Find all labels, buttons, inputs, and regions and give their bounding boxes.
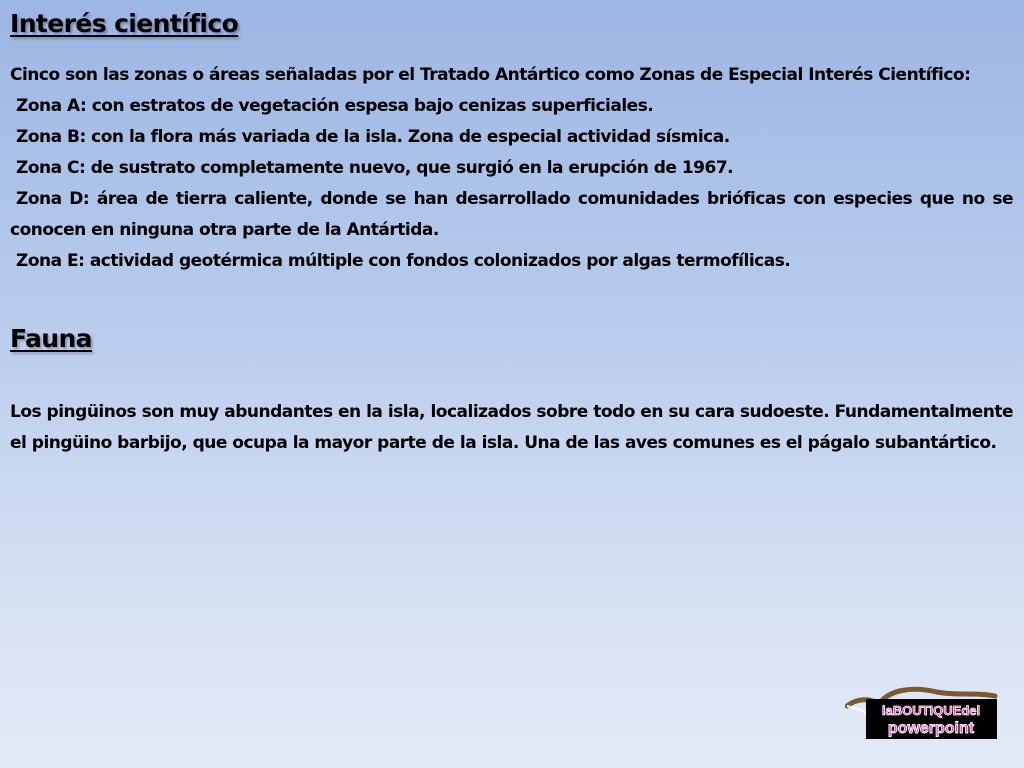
zona-d: Zona D: área de tierra caliente, donde se han desarrollado comunidades brióficas con especies que no se conocen en ninguna otra parte de la Antártida. xyxy=(10,189,1013,240)
zona-c: Zona C: de sustrato completamente nuevo, que surgió en la erupción de 1967. xyxy=(16,158,734,178)
zona-b: Zona B: con la flora más variada de la isla. Zona de especial actividad sísmica. xyxy=(16,127,730,147)
boutique-powerpoint-logo xyxy=(845,682,999,740)
zona-a: Zona A: con estratos de vegetación espesa bajo cenizas superficiales. xyxy=(16,96,654,116)
fauna-body xyxy=(10,397,1013,459)
section-title-interes: Interés científico xyxy=(10,9,239,38)
section-title-fauna: Fauna xyxy=(10,324,92,353)
interes-intro: Cinco son las zonas o áreas señaladas por el Tratado Antártico como Zonas de Especial Interés Científico: xyxy=(10,65,971,85)
logo-line2: powerpoint xyxy=(887,720,975,737)
interes-body xyxy=(10,60,1013,277)
logo-line1: laBOUTIQUEdel xyxy=(881,703,981,718)
fauna-text: Los pingüinos son muy abundantes en la isla, localizados sobre todo en su cara sudoeste. Fundamentalmente el pingüino barbijo, que ocupa la mayor parte de la isla. Una de las aves comunes es el págalo subantártico. xyxy=(10,402,1013,453)
zona-e: Zona E: actividad geotérmica múltiple con fondos colonizados por algas termofílicas. xyxy=(16,251,791,271)
